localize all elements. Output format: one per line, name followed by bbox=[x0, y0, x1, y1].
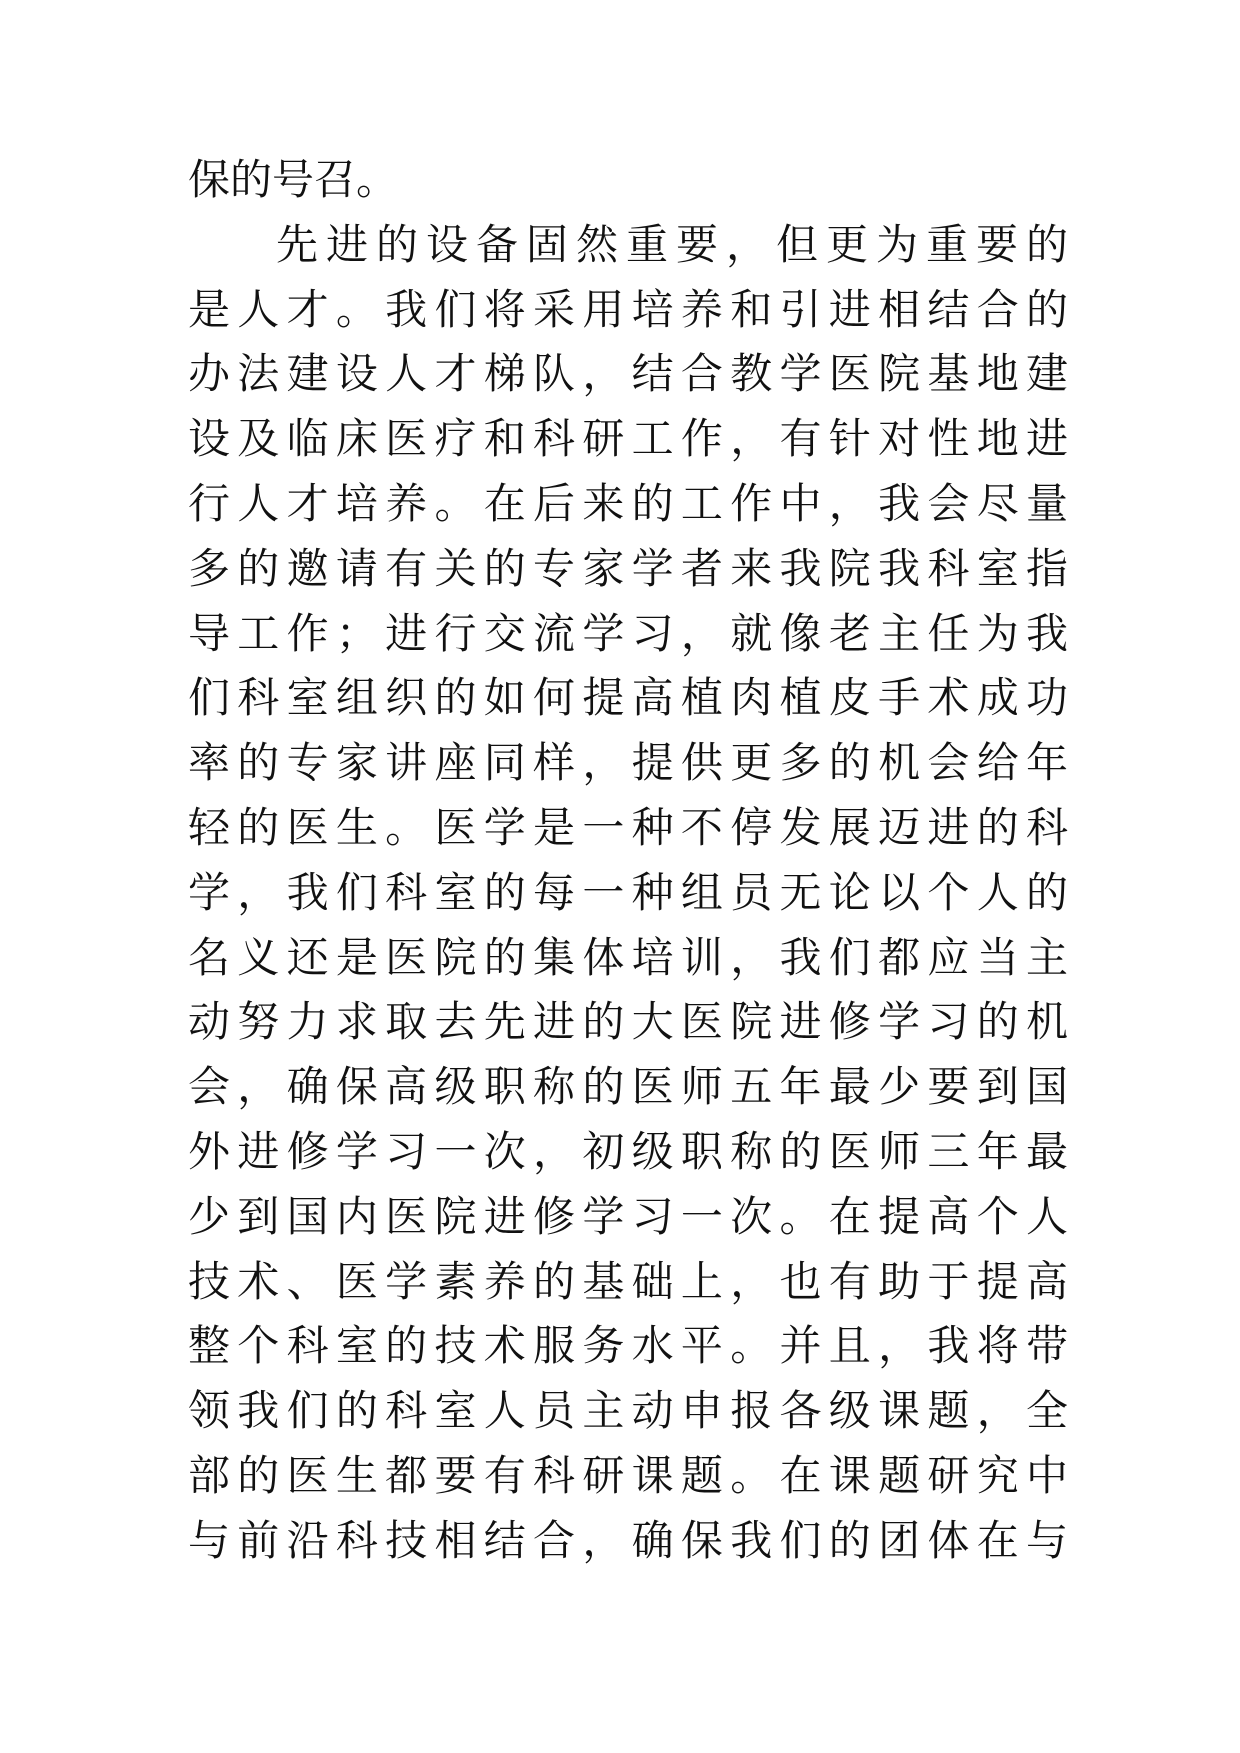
body-text bbox=[188, 148, 1068, 1574]
text-line: 行人才培养。在后来的工作中，我会尽量 bbox=[188, 478, 1068, 528]
text-line: 保的号召。 bbox=[188, 155, 399, 204]
text-line: 们科室组织的如何提高植肉植皮手术成功 bbox=[188, 673, 1068, 723]
text-line: 技术、医学素养的基础上，也有助于提高 bbox=[188, 1256, 1068, 1306]
text-line: 领我们的科室人员主动申报各级课题，全 bbox=[188, 1386, 1068, 1436]
text-line: 名义还是医院的集体培训，我们都应当主 bbox=[188, 932, 1068, 982]
text-line: 多的邀请有关的专家学者来我院我科室指 bbox=[188, 543, 1068, 593]
text-line: 轻的医生。医学是一种不停发展迈进的科 bbox=[188, 802, 1068, 852]
text-line: 办法建设人才梯队，结合教学医院基地建 bbox=[188, 349, 1068, 399]
text-line: 设及临床医疗和科研工作，有针对性地进 bbox=[188, 414, 1068, 464]
text-line: 率的专家讲座同样，提供更多的机会给年 bbox=[188, 738, 1068, 788]
text-line: 学，我们科室的每一种组员无论以个人的 bbox=[188, 867, 1068, 917]
text-line: 整个科室的技术服务水平。并且，我将带 bbox=[188, 1321, 1068, 1371]
text-line: 导工作；进行交流学习，就像老主任为我 bbox=[188, 608, 1068, 658]
text-line: 部的医生都要有科研课题。在课题研究中 bbox=[188, 1450, 1068, 1500]
text-line: 会，确保高级职称的医师五年最少要到国 bbox=[188, 1062, 1068, 1112]
text-line: 与前沿科技相结合，确保我们的团体在与 bbox=[188, 1515, 1068, 1565]
text-line: 外进修学习一次，初级职称的医师三年最 bbox=[188, 1126, 1068, 1176]
paragraph-first-line: 先进的设备固然重要，但更为重要的 bbox=[276, 219, 1068, 269]
text-line: 动努力求取去先进的大医院进修学习的机 bbox=[188, 997, 1068, 1047]
text-line: 是人才。我们将采用培养和引进相结合的 bbox=[188, 284, 1068, 334]
text-line: 少到国内医院进修学习一次。在提高个人 bbox=[188, 1191, 1068, 1241]
